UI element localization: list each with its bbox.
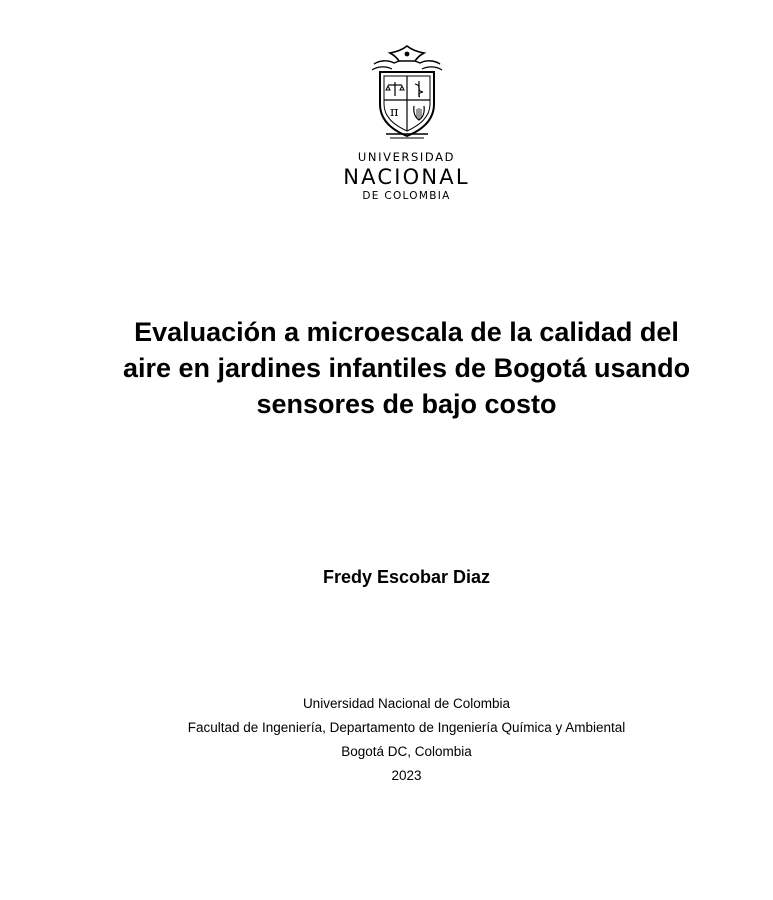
university-seal-icon bbox=[366, 44, 448, 140]
university-name: Universidad Nacional de Colombia bbox=[302, 696, 511, 711]
logo-line-universidad: UNIVERSIDAD bbox=[357, 150, 456, 164]
institution-block bbox=[0, 692, 773, 788]
university-logo bbox=[0, 44, 773, 203]
city-country: Bogotá DC, Colombia bbox=[341, 744, 472, 759]
year: 2023 bbox=[391, 768, 422, 783]
faculty-department: Facultad de Ingeniería, Departamento de Ingeniería Química y Ambiental bbox=[187, 720, 626, 735]
logo-line-nacional: NACIONAL bbox=[343, 165, 470, 189]
thesis-title: Evaluación a microescala de la calidad del aire en jardines infantiles de Bogotá usando sensores de bajo costo bbox=[122, 317, 691, 419]
svg-text:π: π bbox=[389, 105, 399, 120]
logo-line-de-colombia: DE COLOMBIA bbox=[362, 190, 451, 202]
author-name: Fredy Escobar Diaz bbox=[322, 567, 491, 587]
